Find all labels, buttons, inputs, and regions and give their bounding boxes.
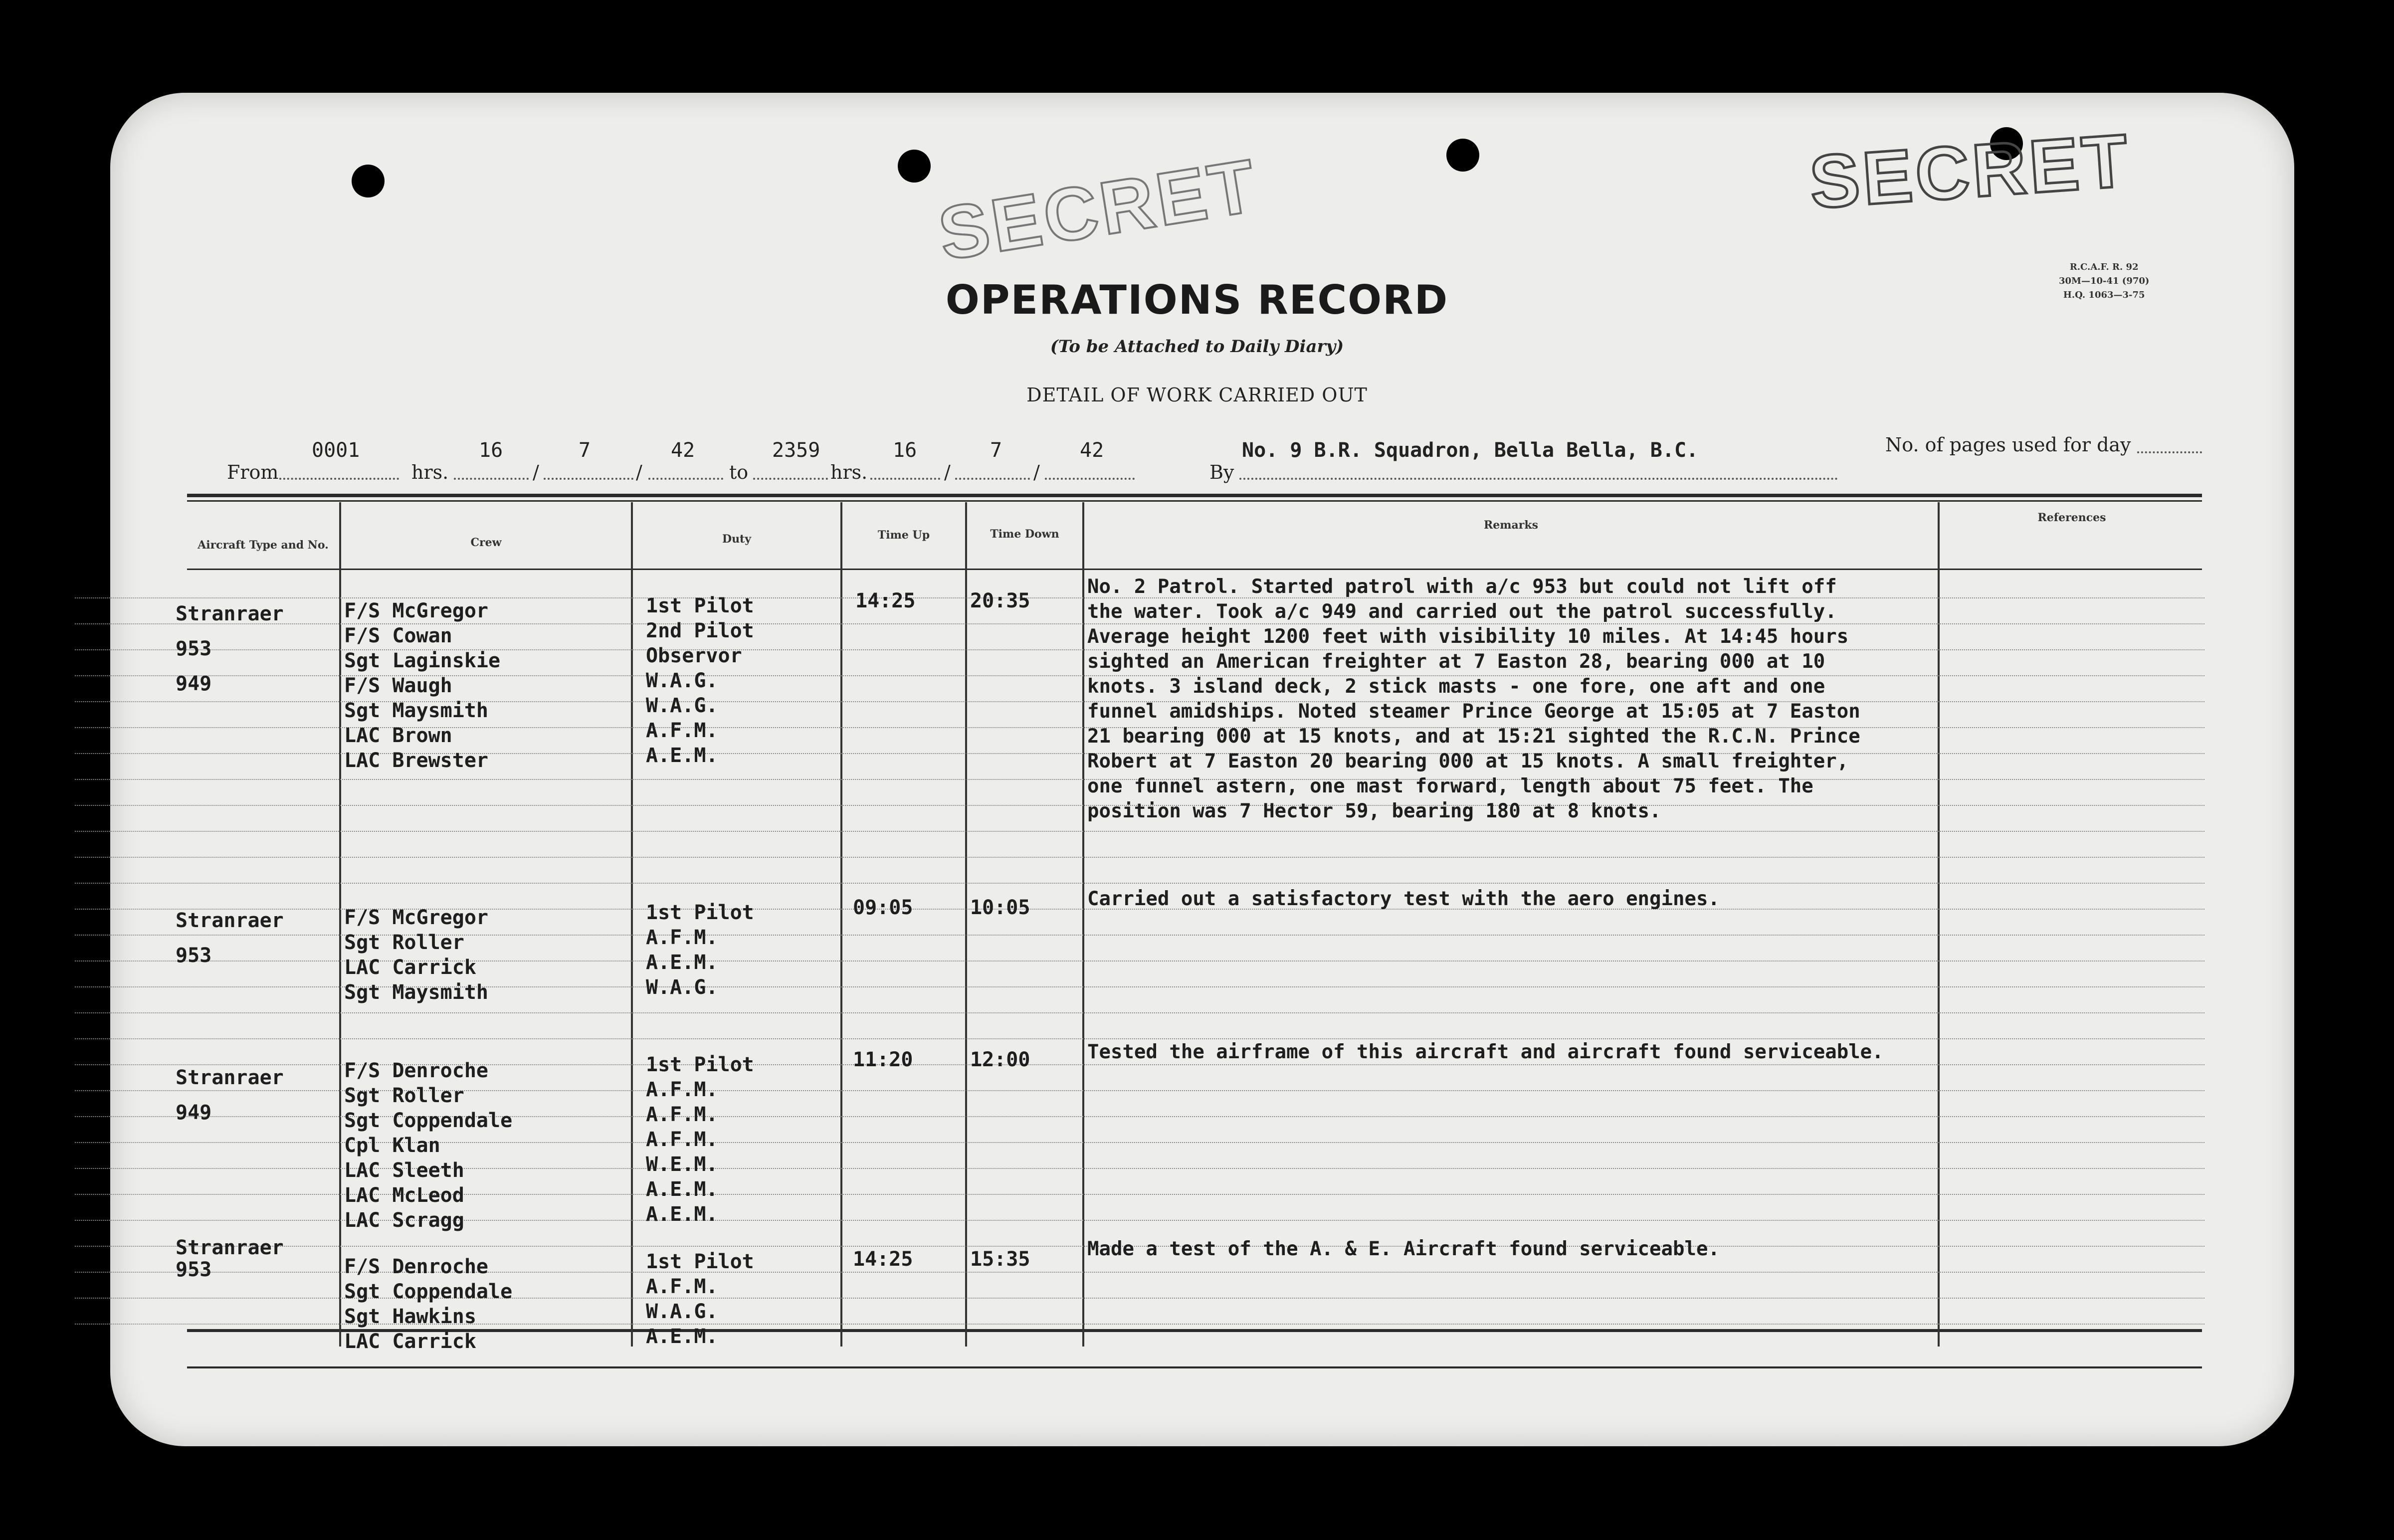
duty-item: W.A.G. — [646, 669, 718, 692]
crew-member: Sgt Maysmith — [344, 981, 488, 1004]
crew-member: LAC Carrick — [344, 1330, 476, 1353]
to-time: 2359 — [772, 439, 820, 462]
duty-cell — [646, 900, 754, 1000]
duty-item: A.E.M. — [646, 1178, 718, 1201]
remark-line: position was 7 Hector 59, bearing 180 at 8 knots. — [1087, 800, 1661, 822]
from-day: 16 — [479, 439, 503, 462]
column-header: Time Up — [877, 529, 930, 542]
remark-line: sighted an American freighter at 7 Easton 28, bearing 000 at 10 — [1087, 650, 1825, 673]
duty-item: 1st Pilot — [646, 1250, 754, 1273]
punch-hole — [352, 165, 385, 197]
crew-cell — [344, 905, 488, 1005]
crew-member: LAC Carrick — [344, 956, 476, 979]
time-down: 10:05 — [970, 896, 1030, 919]
remark-line: Robert at 7 Easton 20 bearing 000 at 15 knots. A small freighter, — [1087, 750, 1849, 772]
remarks-cell — [1087, 1237, 1930, 1262]
column-header: Duty — [722, 533, 752, 546]
from-time: 0001 — [312, 439, 360, 462]
duty-item: A.E.M. — [646, 1203, 718, 1226]
form-code-line: 30M—10-41 (970) — [2059, 276, 2150, 286]
secret-stamp: SECRET — [1806, 118, 2134, 224]
time-up: 09:05 — [853, 896, 913, 919]
aircraft-cell — [176, 1065, 284, 1126]
time-down: 15:35 — [970, 1248, 1030, 1271]
remark-line: Tested the airframe of this aircraft and aircraft found serviceable. — [1087, 1041, 1884, 1063]
hrs-label: hrs. — [411, 461, 449, 483]
punch-hole — [898, 150, 931, 183]
ruling-line — [75, 831, 2204, 832]
duty-item: A.F.M. — [646, 926, 718, 949]
duty-cell — [646, 1249, 754, 1349]
crew-cell — [344, 1254, 512, 1354]
pages-label: No. of pages used for day — [1885, 434, 2131, 456]
crew-member: Sgt Coppendale — [344, 1280, 513, 1303]
crew-member: LAC Brown — [344, 724, 452, 747]
duty-item: 2nd Pilot — [646, 619, 754, 642]
aircraft-type: Stranraer — [176, 1236, 284, 1259]
aircraft-number: 953 — [176, 637, 212, 660]
remark-line: 21 bearing 000 at 15 knots, and at 15:21 sighted the R.C.N. Prince — [1087, 725, 1860, 748]
remark-line: funnel amidships. Noted steamer Prince George at 15:05 at 7 Easton — [1087, 700, 1860, 723]
remark-line: Made a test of the A. & E. Aircraft found serviceable. — [1087, 1238, 1720, 1260]
duty-item: W.A.G. — [646, 694, 718, 717]
aircraft-number: 949 — [176, 1101, 212, 1124]
duty-item: W.A.G. — [646, 976, 718, 999]
duty-item: A.F.M. — [646, 1078, 718, 1101]
crew-member: Sgt Maysmith — [344, 699, 488, 722]
crew-member: Sgt Roller — [344, 1084, 464, 1107]
crew-member: Sgt Coppendale — [344, 1109, 513, 1132]
remark-line: Average height 1200 feet with visibility 10 miles. At 14:45 hours — [1087, 625, 1849, 648]
to-label: to — [729, 461, 749, 483]
time-down: 12:00 — [970, 1048, 1030, 1071]
duty-item: A.E.M. — [646, 744, 718, 767]
duty-item: Observor — [646, 644, 742, 667]
ruling-line — [75, 883, 2204, 884]
crew-member: LAC Brewster — [344, 749, 488, 772]
from-label: From — [227, 461, 279, 483]
ruling-line — [75, 1038, 2204, 1039]
punch-hole — [1446, 139, 1479, 172]
crew-cell — [344, 1058, 512, 1233]
crew-member: F/S Waugh — [344, 674, 452, 697]
page-subtitle: (To be Attached to Daily Diary) — [1050, 337, 1344, 357]
remark-line: Carried out a satisfactory test with the aero engines. — [1087, 888, 1720, 910]
duty-item: W.A.G. — [646, 1300, 718, 1323]
crew-member: Sgt Laginskie — [344, 649, 501, 672]
to-day: 16 — [893, 439, 917, 462]
remarks-cell — [1087, 1040, 1930, 1065]
aircraft-cell — [176, 1237, 284, 1281]
remarks-cell — [1087, 887, 1930, 912]
time-up: 14:25 — [853, 1248, 913, 1271]
aircraft-number: 949 — [176, 672, 212, 695]
crew-member: LAC McLeod — [344, 1184, 464, 1207]
duty-item: 1st Pilot — [646, 901, 754, 924]
column-header: Crew — [470, 536, 502, 549]
hrs-label: hrs. — [830, 461, 868, 483]
section-heading: DETAIL OF WORK CARRIED OUT — [1026, 384, 1368, 406]
duty-item: 1st Pilot — [646, 594, 754, 617]
crew-member: Sgt Roller — [344, 931, 464, 954]
duty-item: A.F.M. — [646, 1128, 718, 1151]
remark-line: one funnel astern, one mast forward, length about 75 feet. The — [1087, 775, 1813, 797]
column-header: Aircraft Type and No. — [198, 539, 329, 552]
to-year: 42 — [1080, 439, 1104, 462]
aircraft-cell — [176, 601, 284, 697]
aircraft-number: 953 — [176, 944, 212, 967]
time-up: 11:20 — [853, 1048, 913, 1071]
to-month: 7 — [990, 439, 1002, 462]
crew-member: LAC Scragg — [344, 1209, 464, 1232]
duty-item: A.F.M. — [646, 1103, 718, 1126]
crew-member: F/S Cowan — [344, 624, 452, 647]
crew-cell — [344, 598, 500, 773]
duty-item: W.E.M. — [646, 1153, 718, 1176]
crew-member: F/S Denroche — [344, 1255, 488, 1278]
aircraft-cell — [176, 908, 284, 968]
time-down: 20:35 — [970, 589, 1030, 612]
by-squadron: No. 9 B.R. Squadron, Bella Bella, B.C. — [1242, 439, 1699, 462]
column-header: Time Down — [990, 528, 1059, 541]
column-header: Remarks — [1483, 519, 1539, 532]
ruling-line — [75, 857, 2204, 858]
secret-stamp: SECRET — [933, 143, 1264, 276]
remark-line: No. 2 Patrol. Started patrol with a/c 953 but could not lift off — [1087, 576, 1837, 598]
remark-line: knots. 3 island deck, 2 stick masts - one fore, one aft and one — [1087, 675, 1825, 698]
remarks-cell — [1087, 575, 1930, 824]
page-title: OPERATIONS RECORD — [945, 277, 1449, 323]
ruling-line — [75, 1012, 2204, 1013]
aircraft-number: 953 — [176, 1258, 212, 1281]
crew-member: F/S McGregor — [344, 906, 488, 929]
crew-member: LAC Sleeth — [344, 1159, 464, 1182]
duty-item: A.F.M. — [646, 1275, 718, 1298]
aircraft-type: Stranraer — [176, 602, 284, 625]
form-code — [2059, 260, 2149, 302]
from-month: 7 — [579, 439, 591, 462]
time-up: 14:25 — [855, 589, 916, 612]
form-code-line: R.C.A.F. R. 92 — [2069, 262, 2139, 272]
duty-item: A.E.M. — [646, 951, 718, 974]
crew-member: F/S McGregor — [344, 599, 488, 622]
crew-member: Cpl Klan — [344, 1134, 440, 1157]
crew-member: Sgt Hawkins — [344, 1305, 476, 1328]
form-code-line: H.Q. 1063—3-75 — [2063, 290, 2145, 300]
duty-item: A.E.M. — [646, 1325, 718, 1348]
by-label: By — [1209, 461, 1234, 483]
duty-item: 1st Pilot — [646, 1053, 754, 1076]
aircraft-type: Stranraer — [176, 909, 284, 932]
duty-cell — [646, 1052, 754, 1227]
duty-cell — [646, 593, 754, 768]
duty-item: A.F.M. — [646, 719, 718, 742]
crew-member: F/S Denroche — [344, 1059, 488, 1082]
aircraft-type: Stranraer — [176, 1066, 284, 1089]
from-year: 42 — [671, 439, 695, 462]
column-header: References — [2037, 511, 2106, 524]
remark-line: the water. Took a/c 949 and carried out the patrol successfully. — [1087, 600, 1837, 623]
